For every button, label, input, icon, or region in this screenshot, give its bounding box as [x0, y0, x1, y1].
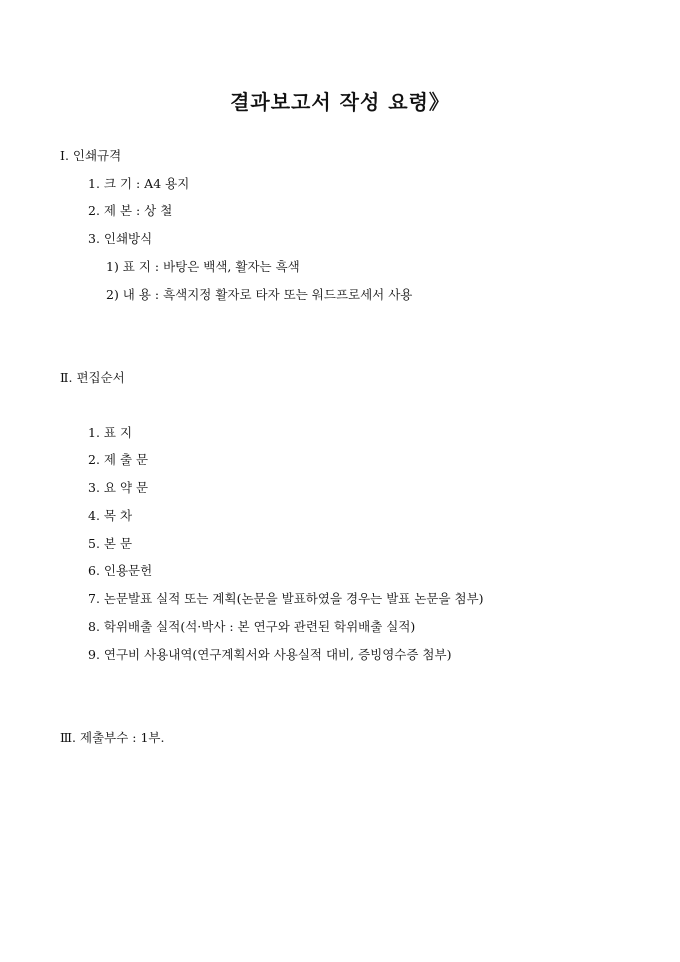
list-item: 1. 크 기 : A4 용지: [88, 176, 190, 191]
list-item: 4. 목 차: [88, 508, 133, 523]
list-item: 1. 표 지: [88, 425, 133, 440]
list-item: 5. 본 문: [88, 536, 133, 551]
list-item: 8. 학위배출 실적(석·박사 : 본 연구와 관련된 학위배출 실적): [88, 619, 416, 634]
list-item: 6. 인용문헌: [88, 563, 153, 578]
list-item: 3. 요 약 문: [88, 480, 149, 495]
list-item: 3. 인쇄방식: [88, 231, 153, 246]
section-heading-printing-spec: Ⅰ. 인쇄규격: [60, 148, 122, 163]
list-item: 2. 제 출 문: [88, 452, 149, 467]
sub-list-item: 2) 내 용 : 흑색지정 활자로 타자 또는 워드프로세서 사용: [106, 287, 413, 302]
section-heading-edit-order: Ⅱ. 편집순서: [60, 370, 125, 385]
list-item: 7. 논문발표 실적 또는 계획(논문을 발표하였을 경우는 발표 논문을 첨부): [88, 591, 484, 606]
section-heading-copies: Ⅲ. 제출부수 : 1부.: [60, 730, 165, 745]
document-title: 결과보고서 작성 요령》: [230, 90, 450, 114]
sub-list-item: 1) 표 지 : 바탕은 백색, 활자는 흑색: [106, 259, 300, 274]
list-item: 2. 제 본 : 상 철: [88, 203, 173, 218]
list-item: 9. 연구비 사용내역(연구계획서와 사용실적 대비, 증빙영수증 첨부): [88, 647, 452, 662]
